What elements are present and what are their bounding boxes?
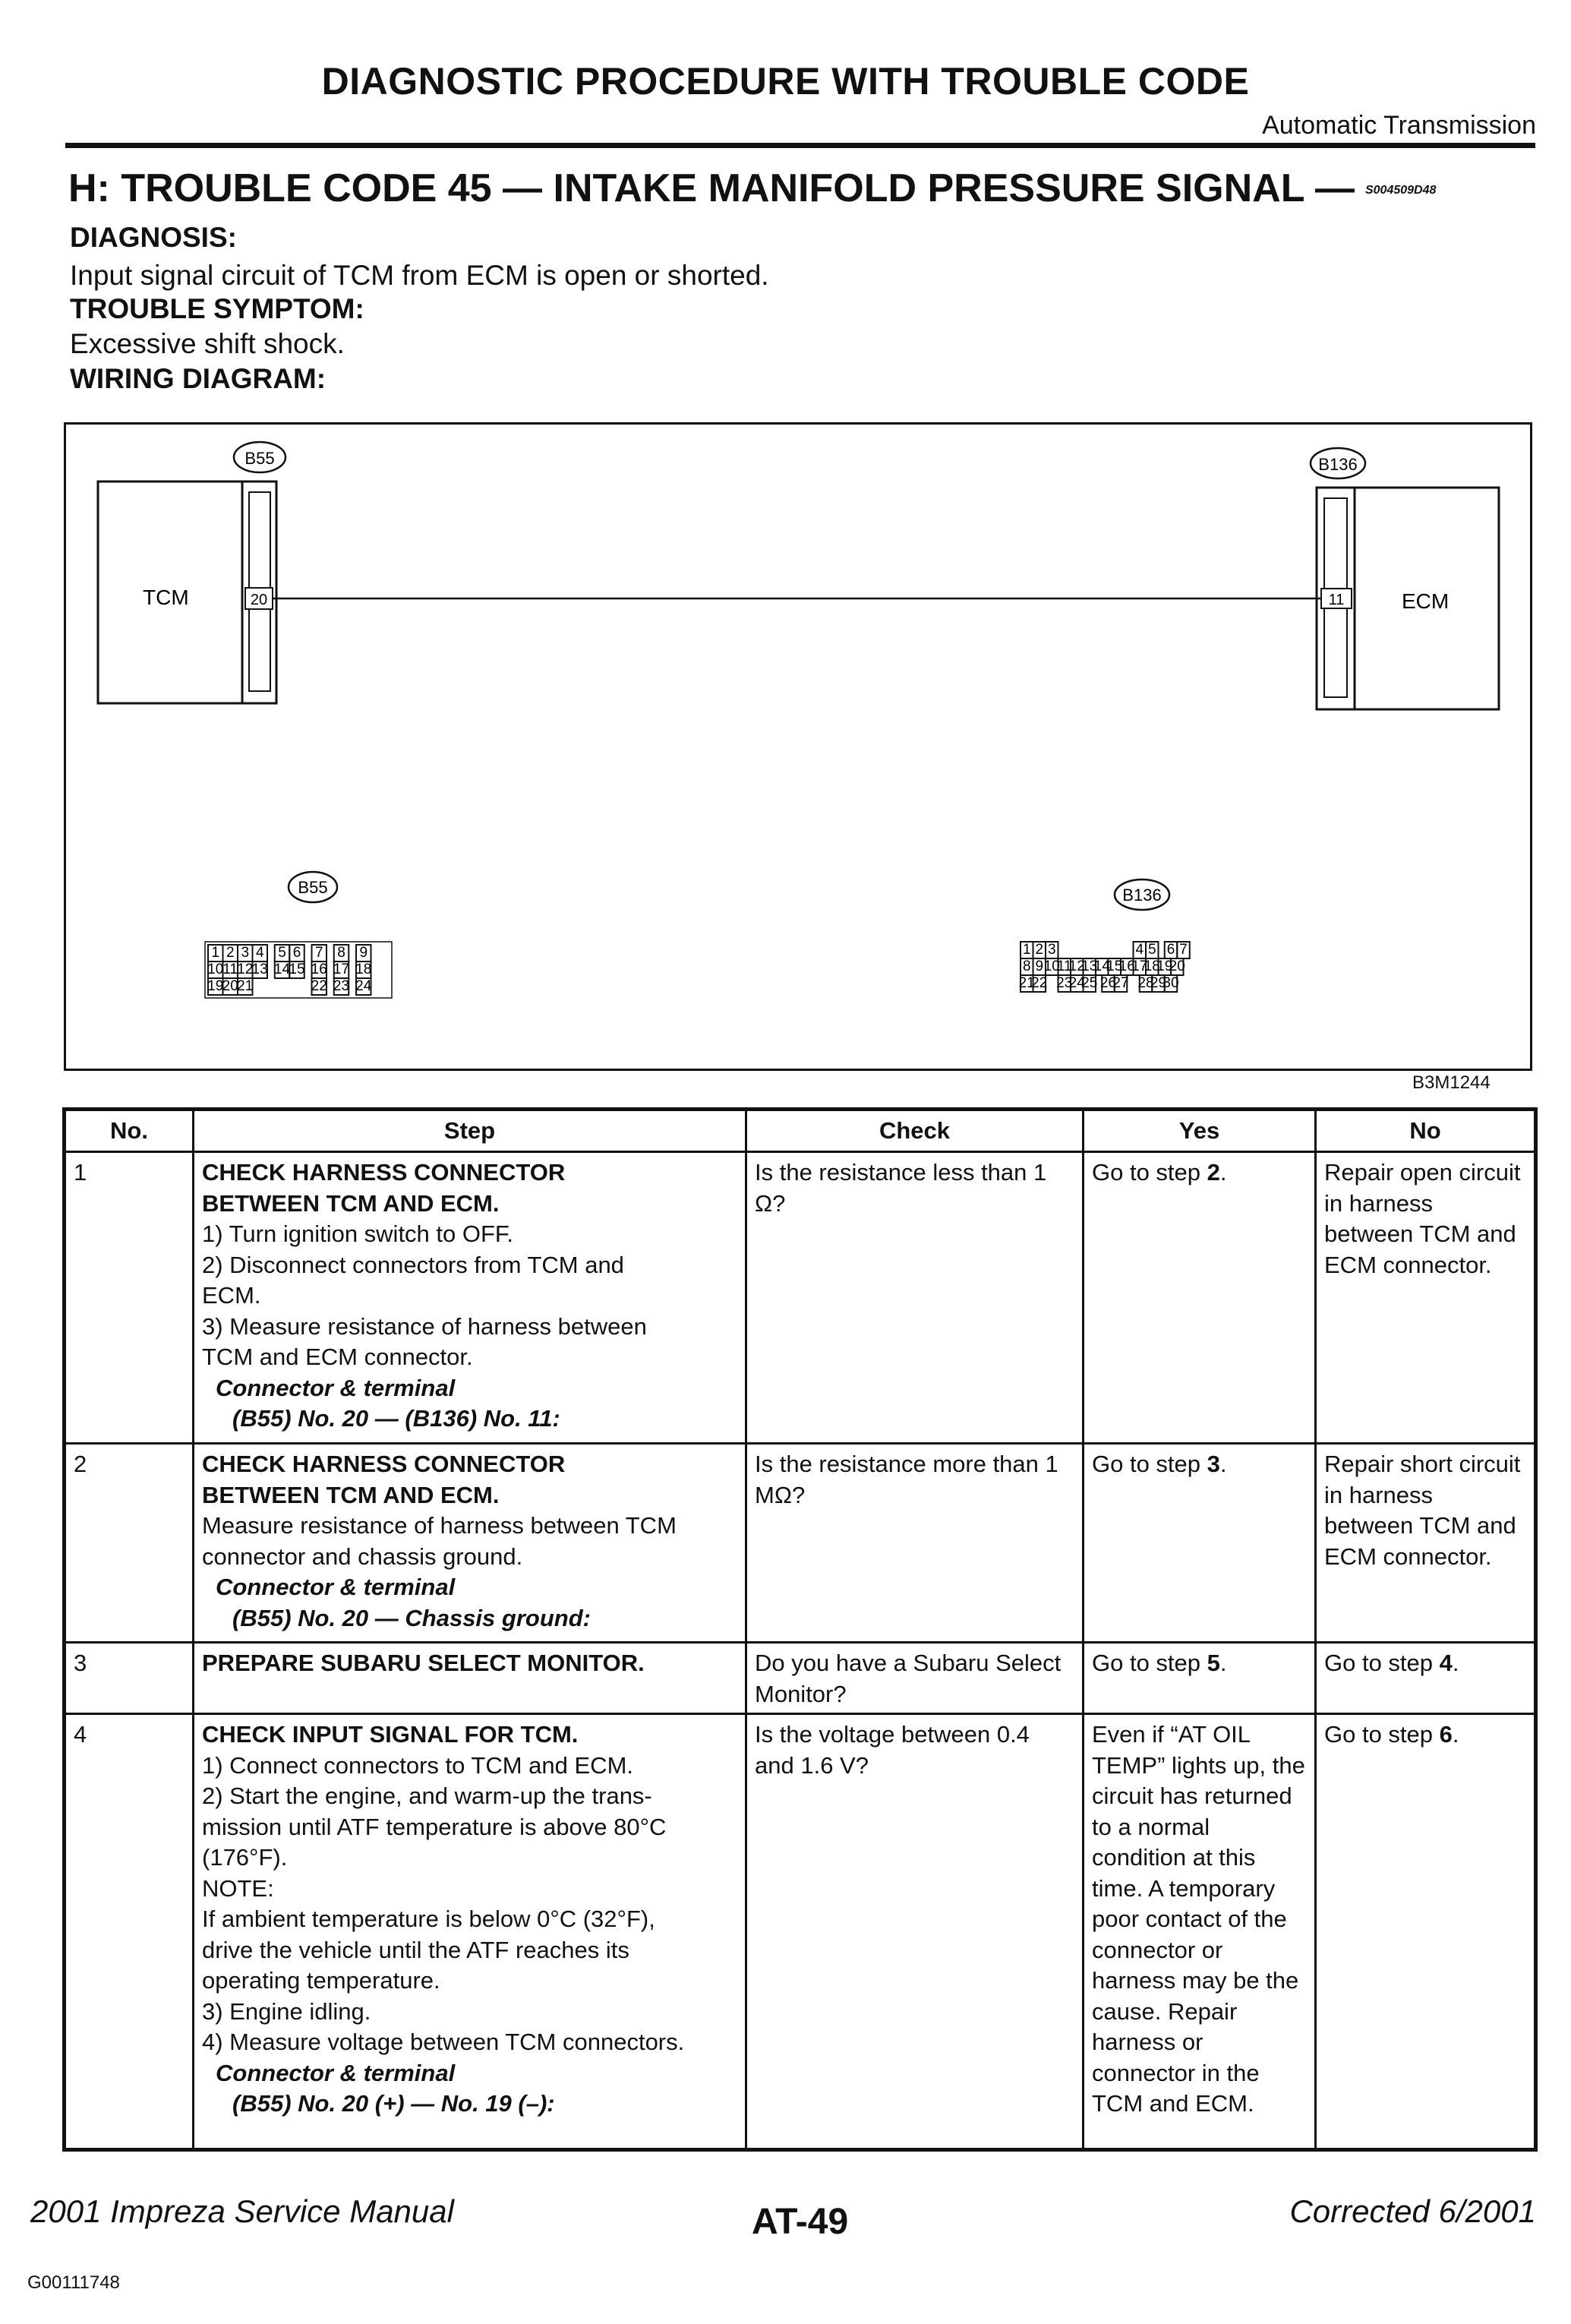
wiring-diagram — [64, 422, 1532, 1071]
connector-pin-number: 29 — [1150, 975, 1167, 991]
step-title: PREPARE SUBARU SELECT MONITOR. — [202, 1650, 645, 1676]
trouble-code-heading — [68, 166, 1436, 211]
yes-suffix: . — [1219, 1159, 1227, 1186]
no-cell — [1316, 1714, 1536, 2150]
connector-pin-number: 24 — [1068, 975, 1085, 991]
connector-pin-number: 1 — [1022, 942, 1031, 958]
connector-pin-number: 15 — [289, 961, 305, 977]
b136-connector-face — [1019, 942, 1190, 992]
no-cell — [1316, 1643, 1536, 1714]
tcm-label: TCM — [143, 586, 189, 609]
no-suffix: . — [1452, 1721, 1459, 1748]
step-cell — [194, 1444, 746, 1643]
no-suffix: . — [1452, 1650, 1459, 1676]
connector-pin-number: 7 — [314, 945, 323, 961]
step-title: CHECK INPUT SIGNAL FOR TCM. — [202, 1721, 579, 1748]
connector-pin-number: 3 — [241, 945, 250, 961]
step-cell — [194, 1152, 746, 1444]
connector-pin-number: 16 — [311, 961, 327, 977]
connector-pin-number: 14 — [273, 961, 291, 977]
connector-pin-number: 18 — [1144, 958, 1160, 974]
no-cell: Repair short circuit in harness between TCM and ECM connector. — [1316, 1444, 1536, 1643]
connector-pin-number: 5 — [278, 945, 286, 961]
connector-pin-number: 9 — [1035, 958, 1044, 974]
diagnosis-text: Input signal circuit of TCM from ECM is open or shorted. — [70, 260, 769, 291]
b55-face-label: B55 — [298, 878, 328, 897]
check-cell: Is the resistance less than 1 Ω? — [746, 1152, 1084, 1444]
connector-pin-number: 8 — [1022, 958, 1031, 974]
check-cell: Is the voltage between 0.4 and 1.6 V? — [746, 1714, 1084, 2150]
step-line: 4) Measure voltage between TCM connectors. — [202, 2029, 685, 2055]
step-line: TCM and ECM connector. — [202, 1344, 473, 1370]
step-line: mission until ATF temperature is above 80°C — [202, 1813, 667, 1840]
yes-prefix: Go to step — [1092, 1650, 1207, 1676]
connector-pin-number: 2 — [1035, 942, 1044, 958]
step-title: BETWEEN TCM AND ECM. — [202, 1481, 500, 1508]
connector-value: (B55) No. 20 — (B136) No. 11: — [232, 1405, 560, 1432]
tcm-pin-label: 20 — [250, 592, 268, 608]
step-line: 2) Disconnect connectors from TCM and — [202, 1251, 624, 1278]
step-line: ECM. — [202, 1282, 261, 1309]
section-subtitle: Automatic Transmission — [1262, 111, 1536, 140]
trouble-code-title: H: TROUBLE CODE 45 — INTAKE MANIFOLD PRESSURE SIGNAL — — [68, 166, 1355, 210]
yes-cell — [1084, 1152, 1316, 1444]
connector-pin-number: 13 — [1081, 958, 1098, 974]
row-number: 2 — [65, 1444, 194, 1643]
connector-pin-number: 24 — [355, 978, 372, 994]
connector-pin-number: 20 — [222, 978, 238, 994]
connector-pin-number: 2 — [226, 945, 235, 961]
no-cell: Repair open circuit in harness between TCM and ECM connector. — [1316, 1152, 1536, 1444]
connector-pin-number: 11 — [222, 961, 238, 977]
step-line: 2) Start the engine, and warm-up the trans- — [202, 1782, 652, 1809]
footer-page-number: AT-49 — [752, 2202, 849, 2242]
header-check: Check — [746, 1110, 1084, 1152]
connector-pin-number: 17 — [333, 961, 350, 977]
connector-pin-number: 6 — [292, 945, 301, 961]
connector-value: (B55) No. 20 (+) — No. 19 (–): — [232, 2090, 555, 2117]
table-row — [65, 1444, 1536, 1643]
ecm-label: ECM — [1402, 589, 1450, 613]
connector-pin-number: 23 — [1056, 975, 1073, 991]
check-cell: Do you have a Subaru Select Monitor? — [746, 1643, 1084, 1714]
table-row — [65, 1152, 1536, 1444]
wiring-label: WIRING DIAGRAM: — [70, 363, 327, 394]
step-line: 1) Connect connectors to TCM and ECM. — [202, 1751, 634, 1779]
no-prefix: Go to step — [1324, 1721, 1440, 1748]
connector-pin-number: 21 — [1018, 975, 1035, 991]
b136-connector-label: B136 — [1318, 455, 1358, 474]
connector-pin-number: 10 — [1043, 958, 1060, 974]
step-cell — [194, 1643, 746, 1714]
step-line: NOTE: — [202, 1874, 274, 1902]
connector-pin-number: 25 — [1081, 975, 1098, 991]
connector-pin-number: 5 — [1147, 942, 1156, 958]
connector-pin-number: 11 — [1056, 958, 1072, 974]
connector-pin-number: 12 — [1068, 958, 1085, 974]
connector-pin-number: 12 — [237, 961, 254, 977]
connector-pin-number: 13 — [251, 961, 268, 977]
ecm-pin-label: 11 — [1328, 592, 1345, 608]
yes-prefix: Go to step — [1092, 1451, 1207, 1477]
no-step: 6 — [1439, 1721, 1453, 1748]
connector-pin-number: 10 — [207, 961, 224, 977]
row-number: 3 — [65, 1643, 194, 1714]
no-prefix: Go to step — [1324, 1650, 1440, 1676]
step-title: CHECK HARNESS CONNECTOR — [202, 1159, 566, 1186]
header-rule — [65, 143, 1535, 148]
b55-connector-face — [205, 942, 392, 998]
connector-pin-number: 22 — [311, 978, 327, 994]
yes-cell — [1084, 1643, 1316, 1714]
connector-value: (B55) No. 20 — Chassis ground: — [232, 1604, 591, 1631]
yes-cell — [1084, 1444, 1316, 1643]
connector-pin-number: 6 — [1166, 942, 1175, 958]
connector-pin-number: 14 — [1093, 958, 1110, 974]
procedure-table — [62, 1107, 1538, 2152]
yes-step: 3 — [1207, 1451, 1220, 1477]
connector-pin-number: 28 — [1137, 975, 1154, 991]
step-line: 1) Turn ignition switch to OFF. — [202, 1220, 514, 1247]
step-line: drive the vehicle until the ATF reaches its — [202, 1936, 629, 1963]
yes-suffix: . — [1219, 1451, 1227, 1477]
connector-pin-number: 26 — [1099, 975, 1117, 991]
step-line: 3) Measure resistance of harness between — [202, 1312, 647, 1340]
step-cell — [194, 1714, 746, 2150]
b136-face-label: B136 — [1122, 886, 1162, 905]
yes-step: 5 — [1207, 1650, 1220, 1676]
step-line: If ambient temperature is below 0°C (32°F), — [202, 1906, 655, 1932]
step-title: CHECK HARNESS CONNECTOR — [202, 1451, 566, 1477]
symptom-text: Excessive shift shock. — [70, 328, 345, 359]
yes-cell: Even if “AT OIL TEMP” lights up, the circuit has returned to a normal condition at this time. A temporary poor contact of the connector or harness may be the cause. Repair harness or connector in the TCM and ECM. — [1084, 1714, 1316, 2150]
connector-label: Connector & terminal — [216, 1374, 456, 1401]
connector-pin-number: 3 — [1047, 942, 1056, 958]
connector-pin-number: 15 — [1106, 958, 1123, 974]
connector-pin-number: 17 — [1131, 958, 1148, 974]
symptom-label: TROUBLE SYMPTOM: — [70, 293, 364, 324]
table-header-row — [65, 1110, 1536, 1152]
step-title: BETWEEN TCM AND ECM. — [202, 1189, 500, 1217]
yes-step: 2 — [1207, 1159, 1220, 1186]
table-row — [65, 1643, 1536, 1714]
connector-pin-number: 19 — [1156, 958, 1173, 974]
diagnosis-label: DIAGNOSIS: — [70, 222, 237, 253]
connector-pin-number: 19 — [207, 978, 224, 994]
no-step: 4 — [1439, 1650, 1453, 1676]
connector-pin-number: 21 — [237, 978, 254, 994]
connector-pin-number: 4 — [1135, 942, 1144, 958]
connector-pin-number: 30 — [1162, 975, 1179, 991]
connector-pin-number: 9 — [359, 945, 368, 961]
yes-suffix: . — [1219, 1650, 1227, 1676]
header-step: Step — [194, 1110, 746, 1152]
row-number: 1 — [65, 1152, 194, 1444]
connector-pin-number: 16 — [1118, 958, 1135, 974]
connector-label: Connector & terminal — [216, 1574, 456, 1600]
connector-pin-number: 22 — [1031, 975, 1048, 991]
step-line: 3) Engine idling. — [202, 1997, 371, 2025]
step-line: connector and chassis ground. — [202, 1542, 523, 1570]
yes-prefix: Go to step — [1092, 1159, 1207, 1186]
connector-pin-number: 4 — [255, 945, 264, 961]
connector-pin-number: 23 — [333, 978, 350, 994]
row-number: 4 — [65, 1714, 194, 2150]
connector-pin-number: 27 — [1112, 975, 1129, 991]
connector-pin-number: 7 — [1179, 942, 1188, 958]
step-line: (176°F). — [202, 1844, 288, 1871]
footer-manual-title: 2001 Impreza Service Manual — [30, 2193, 454, 2229]
check-cell: Is the resistance more than 1 MΩ? — [746, 1444, 1084, 1643]
footer-doc-id: G00111748 — [27, 2272, 120, 2293]
connector-pin-number: 8 — [337, 945, 345, 961]
connector-pin-number: 1 — [211, 945, 220, 961]
step-line: Measure resistance of harness between TCM — [202, 1512, 677, 1539]
connector-pin-number: 20 — [1169, 958, 1185, 974]
page-title: DIAGNOSTIC PROCEDURE WITH TROUBLE CODE — [321, 60, 1250, 103]
diagram-ref-code: B3M1244 — [1412, 1072, 1491, 1093]
trouble-code-ref: S004509D48 — [1364, 184, 1437, 197]
table-row — [65, 1714, 1536, 2150]
header-yes: Yes — [1084, 1110, 1316, 1152]
connector-pin-number: 18 — [355, 961, 372, 977]
header-no: No. — [65, 1110, 194, 1152]
b55-connector-label: B55 — [244, 449, 275, 468]
header-no-col: No — [1316, 1110, 1536, 1152]
connector-label: Connector & terminal — [216, 2059, 456, 2086]
step-line: operating temperature. — [202, 1967, 440, 1994]
footer-revision: Corrected 6/2001 — [1289, 2193, 1536, 2229]
